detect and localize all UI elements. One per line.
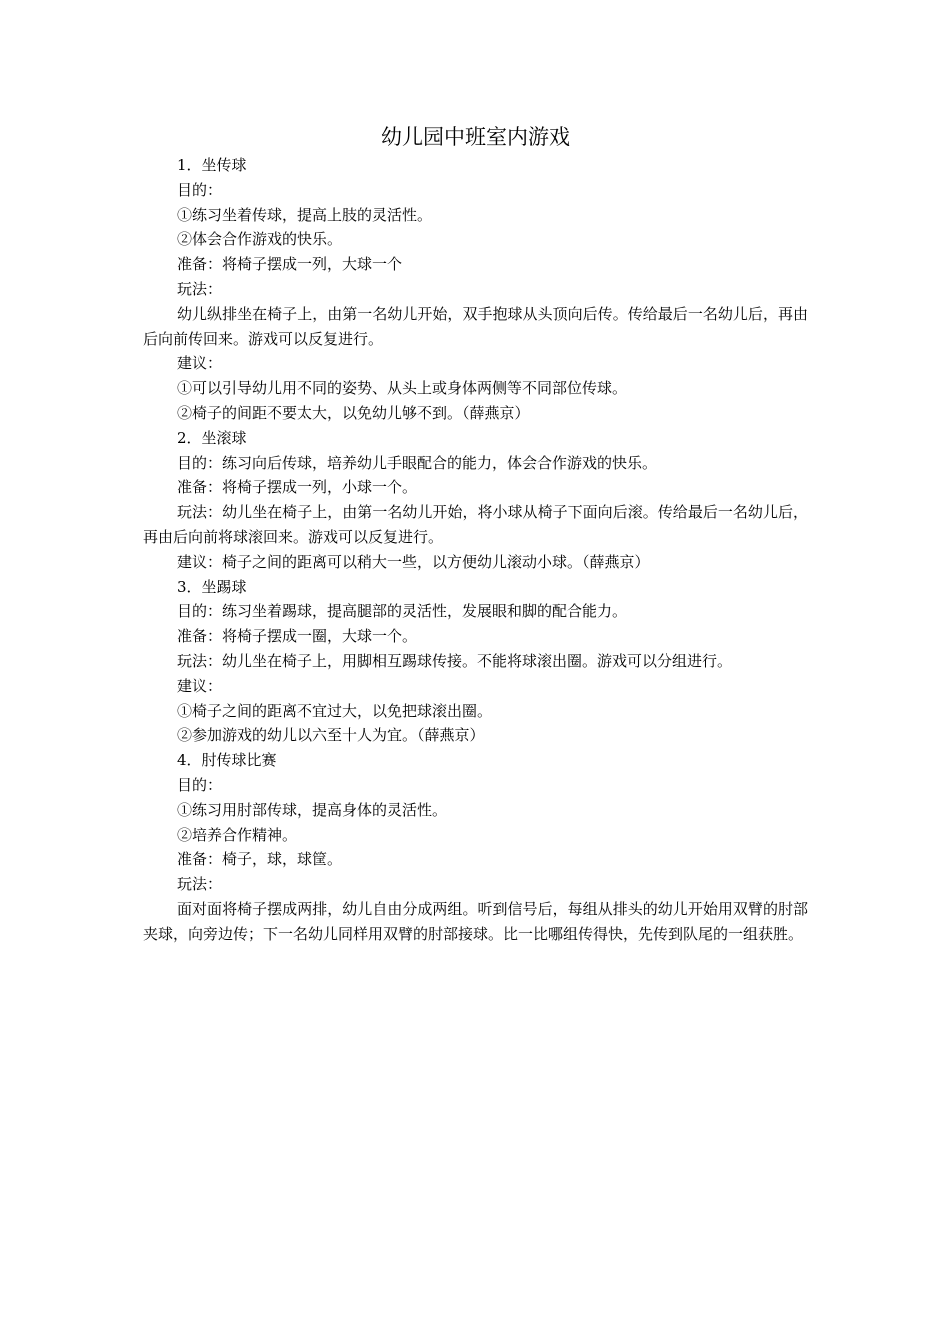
section-2 (143, 426, 808, 575)
play-text: 幼儿纵排坐在椅子上，由第一名幼儿开始，双手抱球从头顶向后传。传给最后一名幼儿后，再由后向前传回来。游戏可以反复进行。 (143, 304, 808, 348)
section-heading: 1．坐传球 (177, 156, 247, 174)
purpose-item: ②体会合作游戏的快乐。 (177, 230, 343, 249)
play-label: 玩法： (177, 279, 223, 298)
purpose-label: 目的： (177, 180, 223, 199)
section-heading: 4．肘传球比赛 (177, 751, 277, 770)
play-label: 玩法： (177, 875, 223, 894)
suggestion-item: ①可以引导幼儿用不同的姿势、从头上或身体两侧等不同部位传球。 (177, 379, 628, 398)
play-text: 面对面将椅子摆成两排，幼儿自由分成两组。听到信号后，每组从排头的幼儿开始用双臂的肘部夹球，向旁边传；下一名幼儿同样用双臂的肘部接球。比一比哪组传得快，先传到队尾的一组获胜。 (143, 899, 808, 943)
section-4 (143, 748, 808, 946)
preparation-text: 准备：将椅子摆成一列，大球一个 (177, 255, 403, 274)
suggestion-label: 建议： (177, 676, 223, 695)
purpose-item: ①练习用肘部传球，提高身体的灵活性。 (177, 800, 448, 819)
preparation-text: 准备：将椅子摆成一列，小球一个。 (177, 478, 418, 497)
purpose-text: 目的：练习向后传球，培养幼儿手眼配合的能力，体会合作游戏的快乐。 (177, 453, 658, 472)
suggestion-item: ②椅子的间距不要太大，以免幼儿够不到。（薛燕京） (177, 403, 530, 422)
document-page (143, 121, 808, 947)
purpose-text: 目的：练习坐着踢球，提高腿部的灵活性，发展眼和脚的配合能力。 (177, 602, 628, 621)
section-heading: 3．坐踢球 (177, 577, 247, 596)
suggestion-label: 建议： (177, 354, 223, 373)
section-3 (143, 575, 808, 749)
play-text: 玩法：幼儿坐在椅子上，用脚相互踢球传接。不能将球滚出圈。游戏可以分组进行。 (177, 651, 733, 670)
suggestion-item: ①椅子之间的距离不宜过大，以免把球滚出圈。 (177, 701, 493, 720)
section-1 (143, 153, 808, 426)
purpose-label: 目的： (177, 775, 223, 794)
play-text: 玩法：幼儿坐在椅子上，由第一名幼儿开始，将小球从椅子下面向后滚。传给最后一名幼儿后，再由后向前将球滚回来。游戏可以反复进行。 (143, 503, 808, 546)
section-heading: 2．坐滚球 (177, 428, 247, 447)
preparation-text: 准备：椅子，球，球筐。 (177, 850, 343, 869)
purpose-item: ①练习坐着传球，提高上肢的灵活性。 (177, 205, 433, 224)
suggestion-item: ②参加游戏的幼儿以六至十人为宜。（薛燕京） (177, 726, 485, 745)
document-title: 幼儿园中班室内游戏 (381, 125, 570, 149)
suggestion-text: 建议：椅子之间的距离可以稍大一些，以方便幼儿滚动小球。（薛燕京） (177, 552, 650, 571)
purpose-item: ②培养合作精神。 (177, 825, 298, 844)
preparation-text: 准备：将椅子摆成一圈，大球一个。 (177, 627, 418, 646)
